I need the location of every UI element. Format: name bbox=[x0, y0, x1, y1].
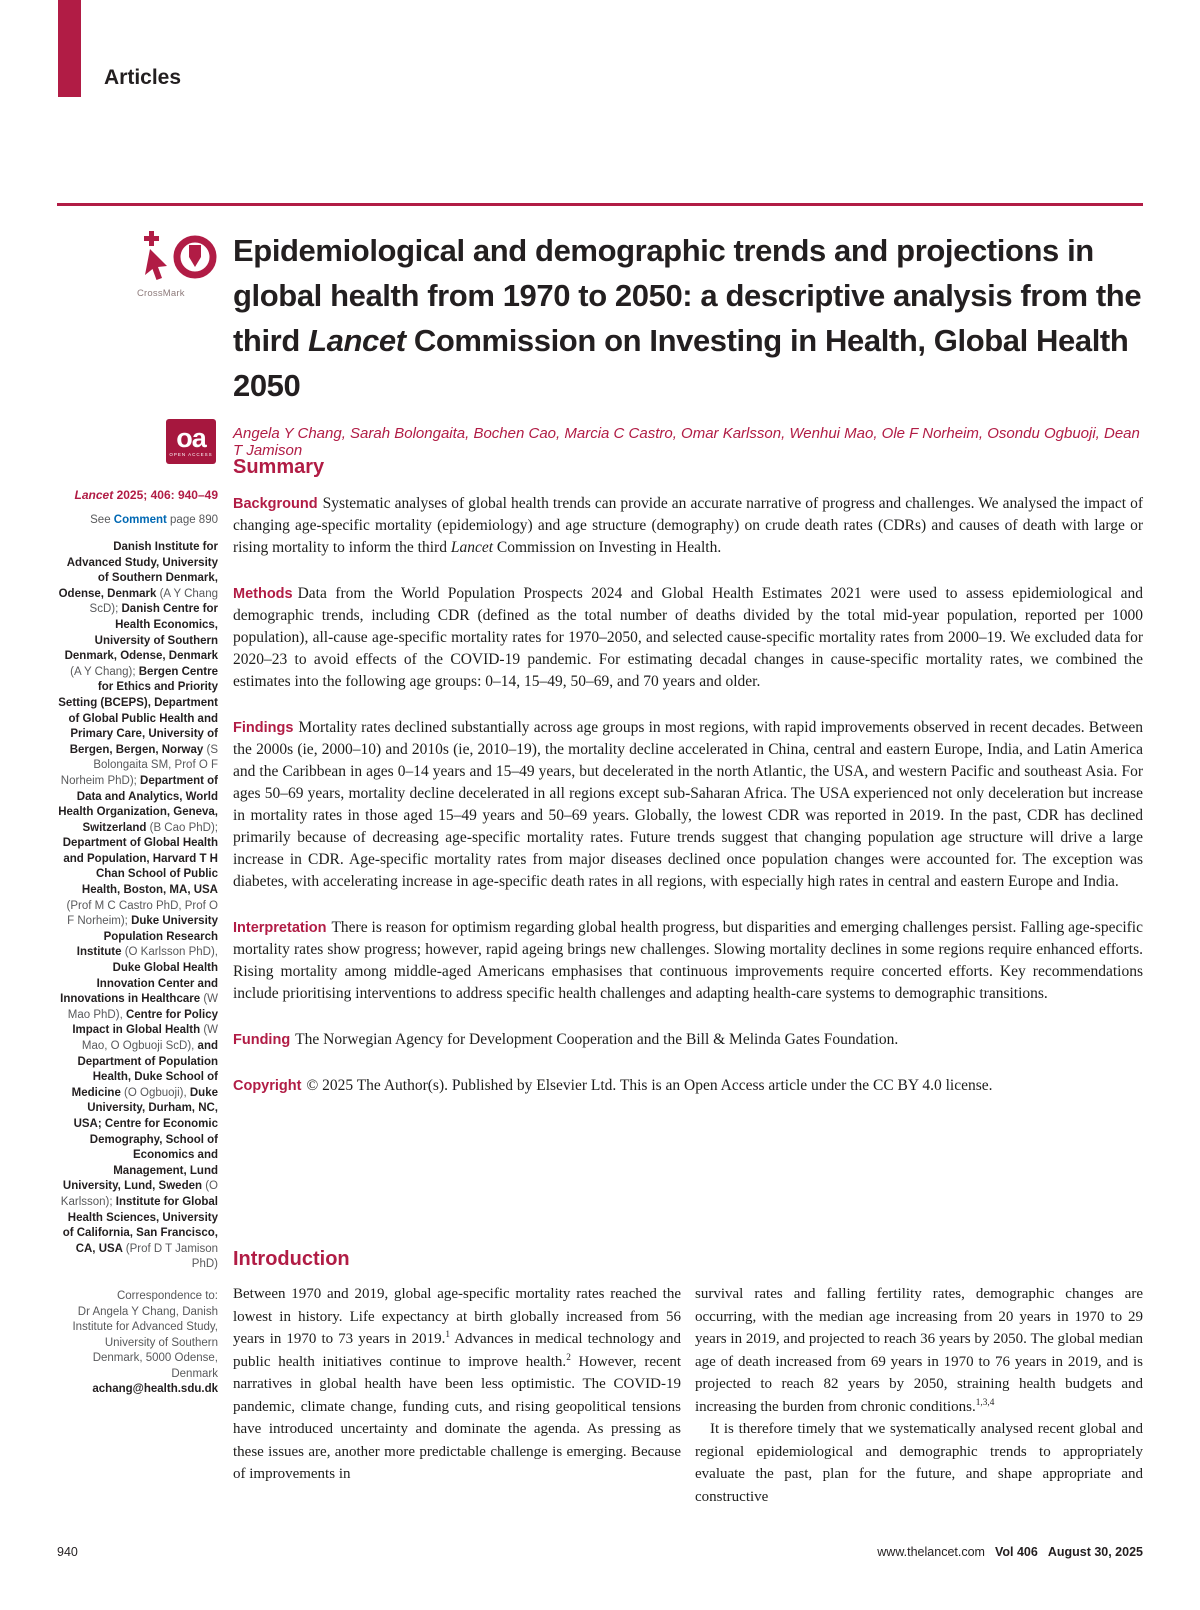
summary-paragraph-copyright bbox=[233, 1075, 1143, 1097]
crossmark-caption: CrossMark bbox=[137, 288, 185, 299]
intro-paragraph: It is therefore timely that we systematically analysed recent global and regional epidemiological and demographic trends to appropriately evaluate the past, plan for the future, and shape appropriate and constructive bbox=[695, 1421, 1143, 1505]
paragraph-lead-copyright: Copyright bbox=[233, 1078, 302, 1094]
author-affiliations: Danish Institute for Advanced Study, University of Southern Denmark, Odense, Denmark (A Y Chang ScD); Danish Centre for Health Economics, University of Southern Denmark, Odense, Denmark (A Y Chang); Bergen Centre for Ethics and Priority Setting (BCEPS), Department of Global Public Health and Primary Care, University of Bergen, Bergen, Norway (S Bolongaita SM, Prof O F Norheim PhD); Department of Data and Analytics, World Health Organization, Geneva, Switzerland (B Cao PhD); Department of Global Health and Population, Harvard T H Chan School of Public Health, Boston, MA, USA (Prof M C Castro PhD, Prof O F Norheim); Duke University Population Research Institute (O Karlsson PhD), Duke Global Health Innovation Center and Innovations in Healthcare (W Mao PhD), Centre for Policy Impact in Global Health (W Mao, O Ogbuoji ScD), and Department of Population Health, Duke School of Medicine (O Ogbuoji), Duke University, Durham, NC, USA; Centre for Economic Demography, School of Economics and Management, Lund University, Lund, Sweden (O Karlsson); Institute for Global Health Sciences, University of California, San Francisco, CA, USA (Prof D T Jamison PhD) bbox=[58, 541, 218, 1271]
footer-right bbox=[877, 1545, 1143, 1559]
paragraph-text-funding: The Norwegian Agency for Development Cooperation and the Bill & Melinda Gates Foundation. bbox=[295, 1031, 899, 1048]
summary-paragraph-findings bbox=[233, 717, 1143, 893]
summary-section bbox=[233, 456, 1143, 1121]
paragraph-lead-interpretation: Interpretation bbox=[233, 920, 327, 936]
intro-paragraph: survival rates and falling fertility rates, demographic changes are occurring, with the median age increasing from 20 years in 1970 to 29 years in 2019, and projected to reach 36 years by 2050. The global median age of death increased from 69 years in 1970 to 76 years in 2019, and is projected to reach 82 years by 2050, straining health budgets and increasing the burden from chronic conditions.$^{1,3,4}$ bbox=[695, 1286, 1143, 1415]
correspondence-email-link[interactable]: achang@health.sdu.dk bbox=[92, 1383, 218, 1396]
summary-paragraph-interpretation bbox=[233, 917, 1143, 1005]
author-list: Angela Y Chang, Sarah Bolongaita, Bochen Cao, Marcia C Castro, Omar Karlsson, Wenhui Mao, Ole F Norheim, Osondu Ogbuoji, Dean T Jamison bbox=[233, 425, 1140, 459]
article-title: Epidemiological and demographic trends and projections in global health from 1970 to 2050: a descriptive analysis from the third Lancet Commission on Investing in Health, Global Health 2050 bbox=[233, 233, 1142, 403]
footer-date: August 30, 2025 bbox=[1047, 1545, 1143, 1559]
intro-paragraph: Between 1970 and 2019, global age-specific mortality rates reached the lowest in history. Life expectancy at birth globally increased from 56 years in 1970 to 73 years in 2019.$^1$ Advances in medical technology and public health initiatives continue to improve health.$^2$ However, recent narratives in global health have been less optimistic. The COVID-19 pandemic, climate change, funding cuts, and rising geopolitical tensions have introduced uncertainty and dominate the agenda. As pressing as these issues are, another more predictable challenge is emerging. Because of improvements in bbox=[233, 1286, 681, 1482]
open-access-badge bbox=[166, 419, 216, 464]
see-comment-link[interactable]: See Comment page 890 bbox=[90, 514, 218, 526]
summary-paragraph-background bbox=[233, 493, 1143, 559]
summary-heading: Summary bbox=[233, 456, 325, 478]
lancet-red-corner-bar bbox=[58, 0, 81, 97]
correspondence-label: Correspondence to: bbox=[116, 1289, 218, 1302]
page-number: 940 bbox=[57, 1545, 78, 1559]
footer-volume: Vol 406 bbox=[994, 1545, 1038, 1559]
journal-citation: Lancet 2025; 406: 940–49 bbox=[74, 488, 218, 502]
introduction-column-left bbox=[233, 1283, 681, 1508]
oa-logo-subtext: OPEN ACCESS bbox=[169, 452, 213, 457]
section-label: Articles bbox=[104, 66, 182, 89]
crossmark-badge[interactable] bbox=[137, 230, 219, 299]
summary-paragraph-methods bbox=[233, 583, 1143, 693]
introduction-section bbox=[233, 1248, 1143, 1508]
margin-sidebar bbox=[57, 488, 218, 1398]
paragraph-lead-funding: Funding bbox=[233, 1032, 291, 1048]
page-footer bbox=[57, 1545, 1143, 1559]
correspondence-address: Dr Angela Y Chang, Danish Institute for Advanced Study, University of Southern Denmark, 5000 Odense, Denmark bbox=[72, 1305, 218, 1380]
paragraph-lead-findings: Findings bbox=[233, 720, 294, 736]
crossmark-icon bbox=[137, 230, 219, 282]
paragraph-lead-background: Background bbox=[233, 496, 318, 512]
introduction-column-right bbox=[695, 1283, 1143, 1508]
paragraph-lead-methods: Methods bbox=[233, 586, 293, 602]
journal-url-link[interactable]: www.thelancet.com bbox=[877, 1545, 985, 1559]
paragraph-text-findings: Mortality rates declined substantially across age groups in most regions, with rapid improvements observed in recent decades. Between the 2000s (ie, 2000–10) and 2010s (ie, 2010–19), the mortality decline accelerated in China, central and eastern Europe, India, and Latin America and the Caribbean in ages 0–14 years and 15–49 years, but decelerated in the north Atlantic, the USA, and western Pacific and southeast Asia. For ages 50–69 years, mortality decline decelerated in all regions except sub-Saharan Africa. The USA experienced not only deceleration but increase in mortality rates in those aged 15–49 years and 50–69 years. Globally, the lowest CDR was reported in 2019. In the past, CDR has declined primarily because of decreasing age-specific mortality rates. Future trends suggest that changing population age structure will drive a large increase in CDR. Age-specific mortality rates from major diseases declined once population changes were accounted for. The exception was diabetes, with accelerating increase in age-specific death rates in all regions, with especially high rates in central and eastern Europe and India. bbox=[233, 719, 1143, 890]
introduction-heading: Introduction bbox=[233, 1248, 350, 1270]
correspondence-block bbox=[57, 1289, 218, 1398]
header-rule bbox=[57, 203, 1143, 206]
paragraph-text-copyright: © 2025 The Author(s). Published by Elsevier Ltd. This is an Open Access article under the CC BY 4.0 license. bbox=[306, 1077, 993, 1094]
oa-logo-text: oa bbox=[176, 423, 206, 453]
paragraph-text-methods: Data from the World Population Prospects 2024 and Global Health Estimates 2021 were used to assess epidemiological and demographic trends, including CDR (defined as the total number of deaths divided by the total mid-year population, reported per 1000 population), all-cause age-specific mortality rates for 1970–2050, and selected cause-specific mortality rates from 2000–19. We excluded data for 2020–23 to avoid effects of the COVID-19 pandemic. For estimating decadal changes in cause-specific mortality rates, we combined the estimates into the following age groups: 0–14, 15–49, 50–69, and 70 years and older. bbox=[233, 585, 1143, 690]
paragraph-text-background: Systematic analyses of global health trends can provide an accurate narrative of progress and challenges. We analysed the impact of changing age-specific mortality (epidemiology) and age structure (demography) on crude death rates (CDRs) and causes of death with large or rising mortality to inform the third Lancet Commission on Investing in Health. bbox=[233, 495, 1143, 556]
summary-paragraph-funding bbox=[233, 1029, 1143, 1051]
cursor-arrow-icon bbox=[145, 249, 167, 280]
paragraph-text-interpretation: There is reason for optimism regarding global health progress, but disparities and emerging challenges persist. Falling age-specific mortality rates show progress; however, rapid ageing brings new challenges. Slowing mortality declines in some regions require enhanced efforts. Rising mortality among middle-aged Americans emphasises that continuous improvements require concerted efforts. Key recommendations include prioritising interventions to address specific health challenges and adapting health-care systems to demographic transitions. bbox=[233, 919, 1143, 1002]
